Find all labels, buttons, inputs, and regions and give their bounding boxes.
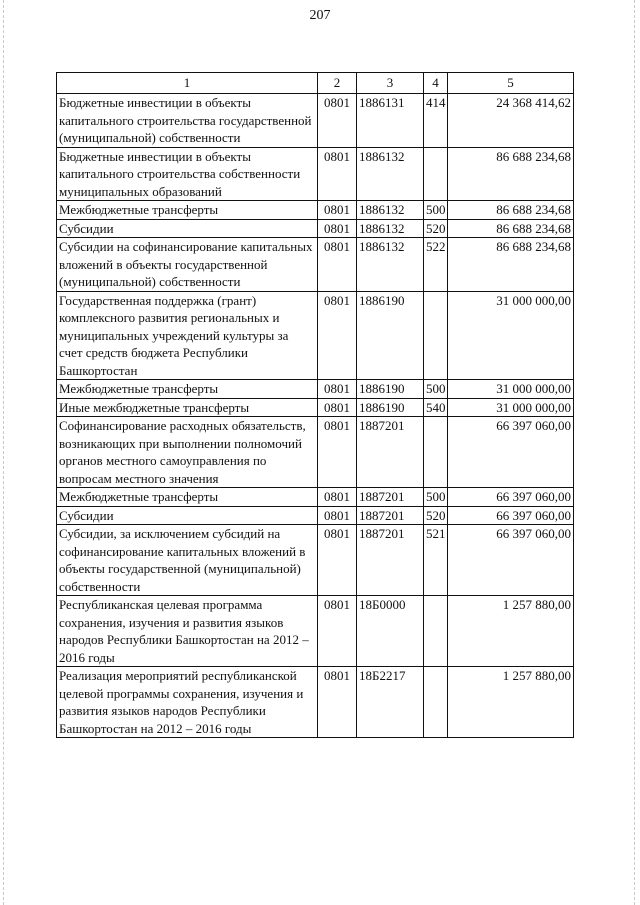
- table-row: [57, 219, 574, 238]
- table-row: [57, 506, 574, 525]
- table-row: [57, 667, 574, 738]
- row-section: 0801: [318, 94, 357, 148]
- row-target: 1886132: [357, 201, 424, 220]
- row-name: Субсидии: [57, 219, 318, 238]
- row-section: 0801: [318, 147, 357, 201]
- row-amount: 1 257 880,00: [448, 667, 574, 738]
- header-type: 4: [424, 73, 448, 94]
- row-name: Бюджетные инвестиции в объекты капитального строительства собственности муниципальных образований: [57, 147, 318, 201]
- header-section: 2: [318, 73, 357, 94]
- row-type: [424, 667, 448, 738]
- row-section: 0801: [318, 238, 357, 292]
- row-target: 1887201: [357, 488, 424, 507]
- row-type: 540: [424, 398, 448, 417]
- row-section: 0801: [318, 417, 357, 488]
- row-target: 1886190: [357, 380, 424, 399]
- row-amount: 66 397 060,00: [448, 525, 574, 596]
- row-amount: 86 688 234,68: [448, 201, 574, 220]
- row-name: Государственная поддержка (грант) комплексного развития региональных и муниципальных учреждений культуры за счет средств бюджета Республики Башкортостан: [57, 291, 318, 380]
- row-target: 1887201: [357, 525, 424, 596]
- row-target: 1886132: [357, 219, 424, 238]
- row-amount: 86 688 234,68: [448, 219, 574, 238]
- row-section: 0801: [318, 525, 357, 596]
- row-section: 0801: [318, 201, 357, 220]
- table-row: [57, 398, 574, 417]
- row-amount: 31 000 000,00: [448, 380, 574, 399]
- row-type: 521: [424, 525, 448, 596]
- header-target: 3: [357, 73, 424, 94]
- table-row: [57, 417, 574, 488]
- budget-table: [56, 72, 574, 738]
- table-row: [57, 94, 574, 148]
- row-name: Субсидии на софинансирование капитальных вложений в объекты государственной (муниципальной) собственности: [57, 238, 318, 292]
- row-name: Субсидии, за исключением субсидий на софинансирование капитальных вложений в объекты государственной (муниципальной) собственности: [57, 525, 318, 596]
- row-section: 0801: [318, 506, 357, 525]
- row-target: 1887201: [357, 417, 424, 488]
- row-amount: 86 688 234,68: [448, 238, 574, 292]
- row-amount: 66 397 060,00: [448, 506, 574, 525]
- row-section: 0801: [318, 380, 357, 399]
- table-row: [57, 525, 574, 596]
- row-type: [424, 596, 448, 667]
- row-target: 18Б2217: [357, 667, 424, 738]
- row-name: Реализация мероприятий республиканской целевой программы сохранения, изучения и развития языков народов Республики Башкортостан на 2012 – 2016 годы: [57, 667, 318, 738]
- table-row: [57, 201, 574, 220]
- row-amount: 1 257 880,00: [448, 596, 574, 667]
- row-type: 500: [424, 201, 448, 220]
- row-section: 0801: [318, 596, 357, 667]
- row-section: 0801: [318, 291, 357, 380]
- row-section: 0801: [318, 219, 357, 238]
- table-row: [57, 596, 574, 667]
- row-name: Межбюджетные трансферты: [57, 380, 318, 399]
- table-row: [57, 380, 574, 399]
- row-type: [424, 147, 448, 201]
- header-name: 1: [57, 73, 318, 94]
- row-section: 0801: [318, 488, 357, 507]
- row-type: [424, 291, 448, 380]
- row-section: 0801: [318, 398, 357, 417]
- row-target: 1886190: [357, 398, 424, 417]
- row-amount: 31 000 000,00: [448, 291, 574, 380]
- row-name: Иные межбюджетные трансферты: [57, 398, 318, 417]
- row-amount: 66 397 060,00: [448, 417, 574, 488]
- row-name: Бюджетные инвестиции в объекты капитального строительства государственной (муниципальной) собственности: [57, 94, 318, 148]
- row-type: 414: [424, 94, 448, 148]
- row-type: 520: [424, 219, 448, 238]
- row-amount: 31 000 000,00: [448, 398, 574, 417]
- row-amount: 86 688 234,68: [448, 147, 574, 201]
- row-target: 1886132: [357, 238, 424, 292]
- row-amount: 66 397 060,00: [448, 488, 574, 507]
- header-amount: 5: [448, 73, 574, 94]
- table-row: [57, 488, 574, 507]
- row-target: 1886131: [357, 94, 424, 148]
- page-number: 207: [309, 8, 331, 23]
- header-row: [57, 73, 574, 94]
- row-type: 500: [424, 380, 448, 399]
- row-target: 1886132: [357, 147, 424, 201]
- row-name: Республиканская целевая программа сохранения, изучения и развития языков народов Республики Башкортостан на 2012 – 2016 годы: [57, 596, 318, 667]
- row-section: 0801: [318, 667, 357, 738]
- table-row: [57, 147, 574, 201]
- row-amount: 24 368 414,62: [448, 94, 574, 148]
- row-name: Субсидии: [57, 506, 318, 525]
- scan-edge-right: [634, 0, 635, 905]
- row-name: Софинансирование расходных обязательств, возникающих при выполнении полномочий органов местного самоуправления по вопросам местного значения: [57, 417, 318, 488]
- row-type: 520: [424, 506, 448, 525]
- table-row: [57, 238, 574, 292]
- row-target: 18Б0000: [357, 596, 424, 667]
- row-target: 1887201: [357, 506, 424, 525]
- row-target: 1886190: [357, 291, 424, 380]
- row-type: 500: [424, 488, 448, 507]
- scan-edge-left: [3, 0, 4, 905]
- table-row: [57, 291, 574, 380]
- row-name: Межбюджетные трансферты: [57, 201, 318, 220]
- row-name: Межбюджетные трансферты: [57, 488, 318, 507]
- row-type: 522: [424, 238, 448, 292]
- row-type: [424, 417, 448, 488]
